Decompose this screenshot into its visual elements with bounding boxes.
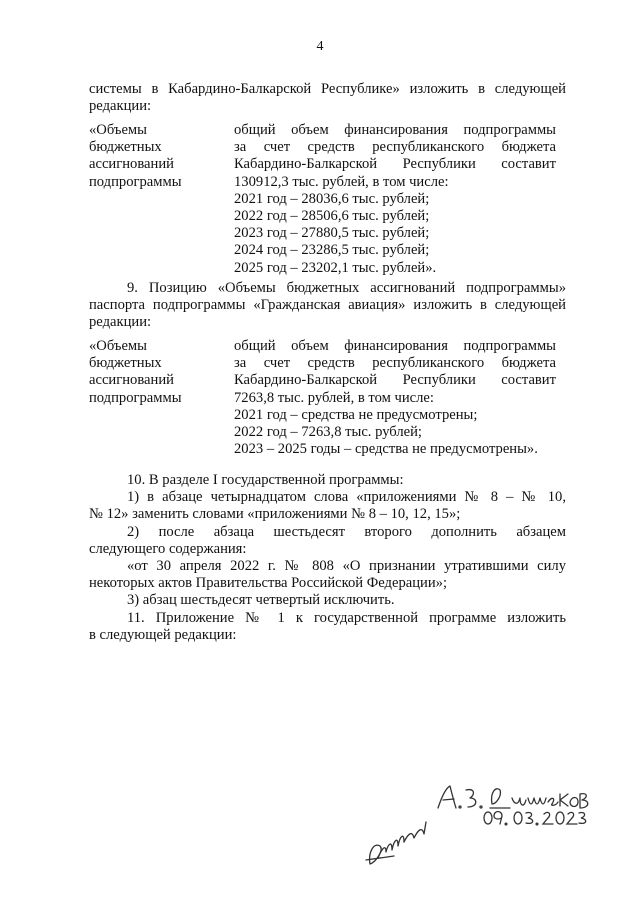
text-line: 11. Приложение № 1 к государственной программе изложить xyxy=(127,610,566,626)
table2-value xyxy=(234,338,556,458)
text-line: редакции: xyxy=(89,98,152,115)
value-line: общий объем финансирования подпрограммы xyxy=(234,122,556,138)
value-line: 2023 – 2025 годы – средства не предусмотрены». xyxy=(234,441,538,458)
text-line: 1) в абзаце четырнадцатом слова «приложениями № 8 – № 10, xyxy=(127,489,566,506)
table1-label xyxy=(89,122,219,191)
item10-section xyxy=(89,472,566,610)
item11-paragraph xyxy=(89,610,566,644)
label-line: «Объемы xyxy=(89,338,147,354)
label-line: ассигнований xyxy=(89,156,174,173)
value-line: 2021 год – 28036,6 тыс. рублей; xyxy=(234,190,430,207)
intro-paragraph xyxy=(89,81,566,115)
value-line: Кабардино-Балкарской Республики составит xyxy=(234,372,556,389)
text-line: № 12» заменить словами «приложениями № 8 – 10, 12, 15»; xyxy=(89,506,461,523)
value-line: за счет средств республиканского бюджета xyxy=(234,355,556,372)
text-line: системы в Кабардино-Балкарской Республике» изложить в следующей xyxy=(89,81,566,97)
signature xyxy=(364,818,436,870)
value-line: 2022 год – 7263,8 тыс. рублей; xyxy=(234,423,422,440)
text-line: 3) абзац шестьдесят четвертый исключить. xyxy=(127,592,395,609)
text-line: некоторых актов Правительства Российской Федерации»; xyxy=(89,575,447,592)
value-line: общий объем финансирования подпрограммы xyxy=(234,338,556,354)
text-line: 2) после абзаца шестьдесят второго дополнить абзацем xyxy=(127,523,566,540)
value-line: 2023 год – 27880,5 тыс. рублей; xyxy=(234,225,430,242)
value-line: 7263,8 тыс. рублей, в том числе: xyxy=(234,389,434,406)
text-line: паспорта подпрограммы «Гражданская авиация» изложить в следующей xyxy=(89,297,566,314)
label-line: ассигнований xyxy=(89,372,174,389)
handwritten-date xyxy=(480,806,590,830)
value-line: Кабардино-Балкарской Республики составит xyxy=(234,156,556,173)
page-number: 4 xyxy=(316,39,324,54)
label-line: «Объемы xyxy=(89,122,147,138)
value-line: 2024 год – 23286,5 тыс. рублей; xyxy=(234,242,430,259)
label-line: подпрограммы xyxy=(89,173,182,190)
item10-heading: 10. В разделе I государственной программы: xyxy=(127,472,404,488)
value-line: 2025 год – 23202,1 тыс. рублей». xyxy=(234,259,437,276)
value-line: за счет средств республиканского бюджета xyxy=(234,139,556,156)
label-line: бюджетных xyxy=(89,355,162,372)
label-line: бюджетных xyxy=(89,139,162,156)
table1-value xyxy=(234,122,556,277)
label-line: подпрограммы xyxy=(89,389,182,406)
value-line: 2021 год – средства не предусмотрены; xyxy=(234,406,478,423)
table2-label xyxy=(89,338,219,407)
value-line: 130912,3 тыс. рублей, в том числе: xyxy=(234,173,449,190)
text-line: следующего содержания: xyxy=(89,540,247,557)
text-line: в следующей редакции: xyxy=(89,627,237,644)
text-line: редакции: xyxy=(89,314,152,331)
text-line: «от 30 апреля 2022 г. № 808 «О признании утратившими силу xyxy=(127,557,566,574)
item9-paragraph xyxy=(89,280,566,332)
value-line: 2022 год – 28506,6 тыс. рублей; xyxy=(234,207,430,224)
text-line: 9. Позицию «Объемы бюджетных ассигнований подпрограммы» xyxy=(127,280,566,296)
